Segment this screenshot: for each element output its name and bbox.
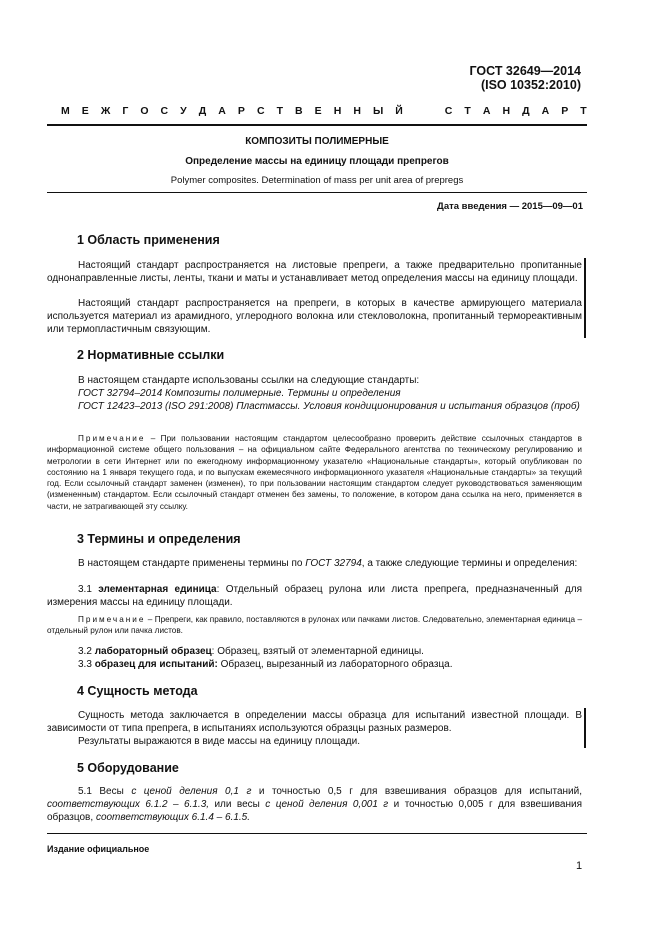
interstate-letter: Р (237, 105, 245, 117)
introduction-date: Дата введения — 2015—09—01 (437, 201, 583, 212)
section-heading-terms: 3 Термины и определения (77, 532, 241, 546)
english-title: Polymer composites. Determination of mass per unit area of prepregs (170, 175, 464, 186)
interstate-letter: О (140, 105, 149, 117)
interstate-letter: Р (561, 105, 569, 117)
interstate-letter: С (444, 105, 453, 117)
term-name: элементарная единица (98, 584, 217, 595)
equipment-text: и точностью 0,5 г для взвешивания образцов для испытаний, (251, 786, 582, 797)
interstate-letter: Ж (100, 105, 111, 117)
term-3-3 (47, 658, 582, 671)
note-label: Примечание (78, 434, 146, 443)
note-label: Примечание (78, 615, 146, 624)
footer-rule (47, 833, 587, 834)
interstate-letter: Н (333, 105, 342, 117)
interstate-letter: Й (395, 105, 403, 117)
interstate-standard-label (61, 105, 587, 117)
interstate-letter: Д (198, 105, 207, 117)
terms-intro-text: В настоящем стандарте применены термины по (78, 558, 306, 569)
interstate-letter: Н (353, 105, 361, 117)
term-name: лабораторный образец (94, 646, 212, 657)
change-bar (584, 708, 586, 748)
change-bar (584, 300, 586, 338)
term-definition: : Образец, взятый от элементарной единицы. (211, 646, 424, 657)
term-definition: Образец, вырезанный из лабораторного образца. (217, 659, 453, 670)
change-bar (584, 258, 586, 300)
interstate-letter: С (256, 105, 265, 117)
scope-paragraph-2: Настоящий стандарт распространяется на препреги, в которых в качестве армирующего материала используется материал из арамидного, углеродного волокна или стекловолокна, пропитанный термореактивным или термопластичным связующим. (47, 298, 582, 335)
equipment-paragraph (47, 785, 582, 824)
equipment-text-italic: соответствующих 6.1.4 – 6.1.5. (95, 812, 251, 823)
section-heading-references: 2 Нормативные ссылки (77, 348, 225, 362)
interstate-letter: М (61, 105, 70, 117)
official-edition-label: Издание официальное (47, 844, 150, 854)
term-name: образец для испытаний: (94, 659, 218, 670)
gost-number: ГОСТ 32649—2014 (469, 64, 581, 78)
reference-gost-32794: ГОСТ 32794–2014 Композиты полимерные. Термины и определения (78, 388, 401, 399)
method-paragraph-1: Сущность метода заключается в определении массы образца для испытаний известной площади. В зависимости от типа препрега, в испытаниях используются образцы разных размеров. (47, 710, 582, 734)
interstate-letter: С (160, 105, 169, 117)
document-title: КОМПОЗИТЫ ПОЛИМЕРНЫЕ (245, 136, 389, 147)
reference-gost-12423: ГОСТ 12423–2013 (ISO 291:2008) Пластмассы. Условия кондиционирования и испытания образцов (проб) (78, 401, 580, 412)
term-3-1 (47, 583, 582, 609)
interstate-letter: Е (81, 105, 89, 117)
interstate-letter: Т (580, 105, 587, 117)
scope-paragraph-1: Настоящий стандарт распространяется на листовые препреги, а также предварительно пропитанные однонаправленные листы, ленты, ткани и маты и устанавливает метод определения массы на единицу площади. (47, 260, 582, 284)
interstate-letter: Т (276, 105, 283, 117)
iso-number: (ISO 10352:2010) (480, 78, 581, 92)
note-text: – Препреги, как правило, поставляются в рулонах или пачками листов. Следовательно, элементарная единица – отдельный рулон или пачка листов. (47, 615, 582, 636)
interstate-letter: Т (464, 105, 471, 117)
section-heading-method: 4 Сущность метода (77, 684, 198, 698)
interstate-letter: У (180, 105, 187, 117)
equipment-text-italic: с ценой деления 0,001 г (265, 799, 389, 810)
equipment-text-italic: с ценой деления 0,1 г (131, 786, 252, 797)
note-text: – При пользовании настоящим стандартом целесообразно проверить действие ссылочных стандартов в информационной системе общего пользования – на официальном сайте Федерального агентства по техническому регулированию и метрологии в сети Интернет или по ежегодному информационному указателю «Национальные стандарты», который опубликован по состоянию на 1 января текущего года, и по выпускам ежемесячного информационного указателя «Национальные стандарты» за текущий год. Если ссылочный стандарт заменен (изменен), то при пользовании настоящим стандартом следует руководствоваться заменяющим (измененным) стандартом. Если ссылочный стандарт отменен без замены, то положение, в котором дана ссылка на него, применяется в части, не затрагивающей эту ссылку. (47, 434, 582, 511)
term-number: 3.3 (78, 659, 95, 670)
interstate-letter: А (541, 105, 550, 117)
interstate-letter: Ы (372, 105, 384, 117)
section-heading-equipment: 5 Оборудование (77, 761, 179, 775)
interstate-letter (415, 105, 418, 117)
standard-designation (469, 64, 581, 92)
equipment-text: 5.1 Весы (78, 786, 132, 797)
term-3-2 (47, 645, 582, 658)
interstate-letter: А (218, 105, 226, 117)
interstate-letter (430, 105, 433, 117)
interstate-letter: Г (122, 105, 129, 117)
terms-intro (47, 557, 582, 570)
method-paragraph-2: Результаты выражаются в виде массы на единицу площади. (78, 736, 360, 747)
equipment-text: или весы (209, 799, 266, 810)
term-number: 3.1 (78, 584, 99, 595)
term-number: 3.2 (78, 646, 95, 657)
equipment-text-italic: соответствующих 6.1.2 – 6.1.3, (47, 799, 210, 810)
interstate-letter: Д (522, 105, 530, 117)
title-rule (47, 192, 587, 193)
interstate-letter: Е (314, 105, 322, 117)
term-definition: : Отдельный образец рулона или листа препрега, предназначенный для измерения массы на единицу площади. (47, 584, 583, 608)
document-subtitle: Определение массы на единицу площади препрегов (185, 156, 449, 167)
section-heading-scope: 1 Область применения (77, 233, 220, 247)
terms-intro-reference: ГОСТ 32794 (305, 558, 362, 569)
interstate-letter: А (482, 105, 491, 117)
page-number: 1 (576, 860, 583, 872)
header-rule (47, 124, 587, 126)
terms-intro-text-end: , а также следующие термины и определения: (361, 558, 578, 569)
references-intro: В настоящем стандарте использованы ссылки на следующие стандарты: (78, 375, 420, 386)
references-note (47, 433, 582, 512)
interstate-letter: В (295, 105, 303, 117)
equipment-text: и точностью 0,005 г для взвешивания образцов, (47, 799, 582, 823)
interstate-letter: Н (502, 105, 511, 117)
terms-note (47, 614, 582, 637)
